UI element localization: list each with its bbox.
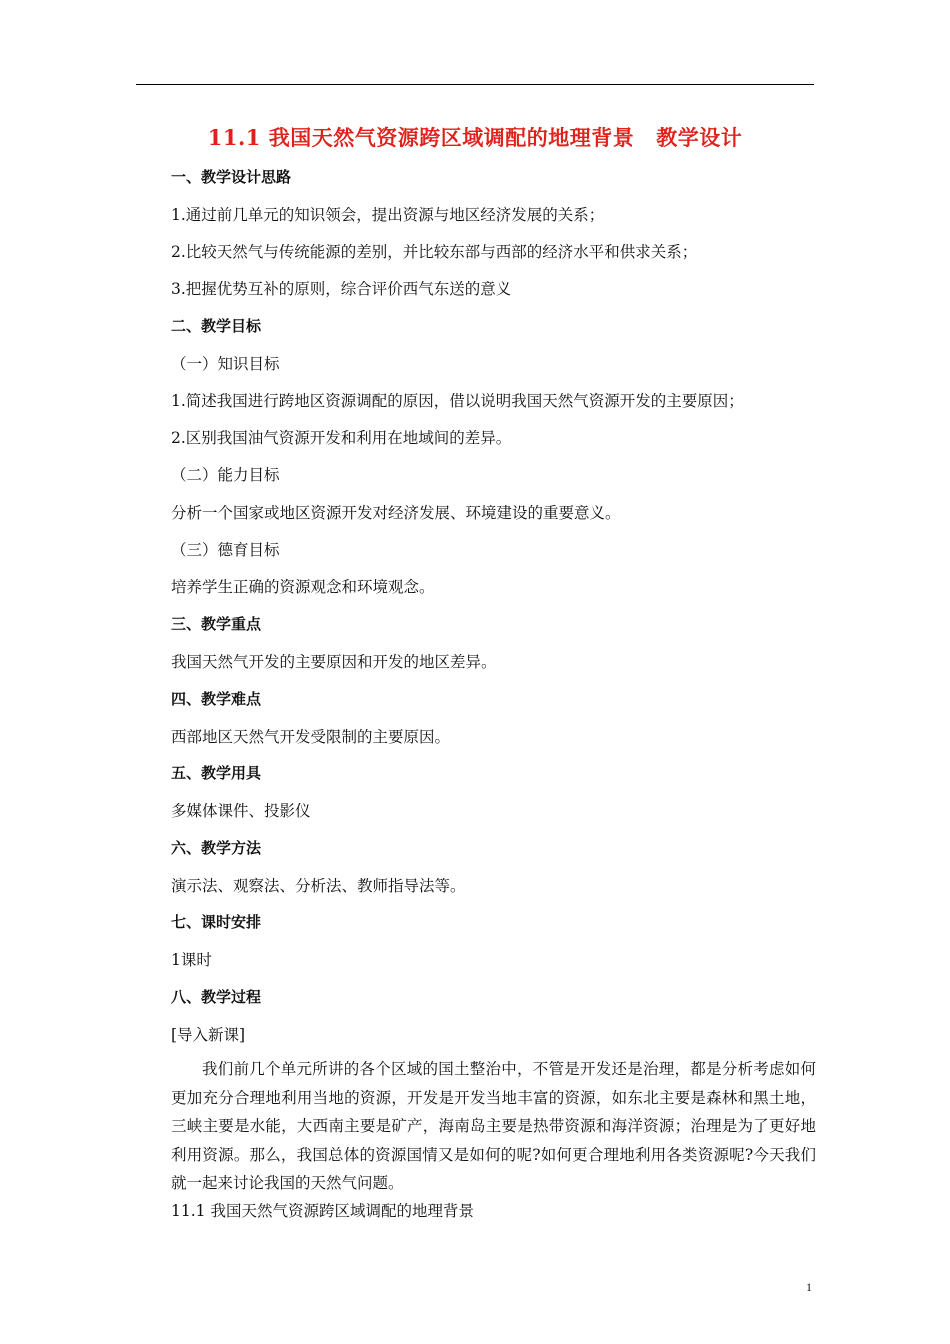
subheading: （二）能力目标 [171, 466, 280, 484]
header-rule [136, 84, 814, 85]
body-text: 演示法、观察法、分析法、教师指导法等。 [171, 877, 466, 895]
intro-paragraph: 我们前几个单元所讲的各个区域的国土整治中，不管是开发还是治理，都是分析考虑如何更加充分合理地利用当地的资源，开发是开发当地丰富的资源，如东北主要是森林和黑土地，三峡主要是水能，大西南主要是矿产，海南岛主要是热带资源和海洋资源；治理是为了更好地利用资源。那么，我国总体的资源国情又是如何的呢?如何更合理地利用各类资源呢?今天我们就一起来讨论我国的天然气问题。 [171, 1060, 816, 1192]
section-heading-4: 四、教学难点 [171, 690, 262, 708]
list-item: 2.区别我国油气资源开发和利用在地域间的差异。 [171, 429, 512, 447]
body-text: 多媒体课件、投影仪 [171, 802, 311, 820]
list-item: 2.比较天然气与传统能源的差别，并比较东部与西部的经济水平和供求关系； [171, 243, 698, 261]
subheading: （一）知识目标 [171, 355, 280, 373]
section-heading-1: 一、教学设计思路 [171, 168, 292, 186]
title-main: 我国天然气资源跨区域调配的地理背景 [268, 125, 635, 150]
body-text: 我国天然气开发的主要原因和开发的地区差异。 [171, 653, 497, 671]
body-text: 培养学生正确的资源观念和环境观念。 [171, 578, 435, 596]
section-heading-8: 八、教学过程 [171, 988, 262, 1006]
document-title [0, 122, 950, 152]
page-number: 1 [806, 1280, 812, 1294]
title-suffix: 教学设计 [656, 125, 743, 150]
body-text: 1课时 [171, 951, 212, 969]
section-heading-7: 七、课时安排 [171, 913, 262, 931]
section-heading-2: 二、教学目标 [171, 317, 262, 335]
section-heading-5: 五、教学用具 [171, 764, 262, 782]
section-heading-6: 六、教学方法 [171, 839, 262, 857]
body-text: 分析一个国家或地区资源开发对经济发展、环境建设的重要意义。 [171, 504, 621, 522]
list-item: 1.简述我国进行跨地区资源调配的原因，借以说明我国天然气资源开发的主要原因； [171, 392, 744, 410]
list-item: 3.把握优势互补的原则，综合评价西气东送的意义 [171, 280, 512, 298]
body-text: 西部地区天然气开发受限制的主要原因。 [171, 728, 451, 746]
intro-label: [导入新课] [171, 1026, 246, 1044]
section-heading-3: 三、教学重点 [171, 615, 262, 633]
list-item: 1.通过前几单元的知识领会，提出资源与地区经济发展的关系； [171, 206, 605, 224]
lesson-subtitle: 11.1 我国天然气资源跨区域调配的地理背景 [171, 1202, 474, 1220]
title-number: 11.1 [207, 125, 261, 150]
subheading: （三）德育目标 [171, 541, 280, 559]
